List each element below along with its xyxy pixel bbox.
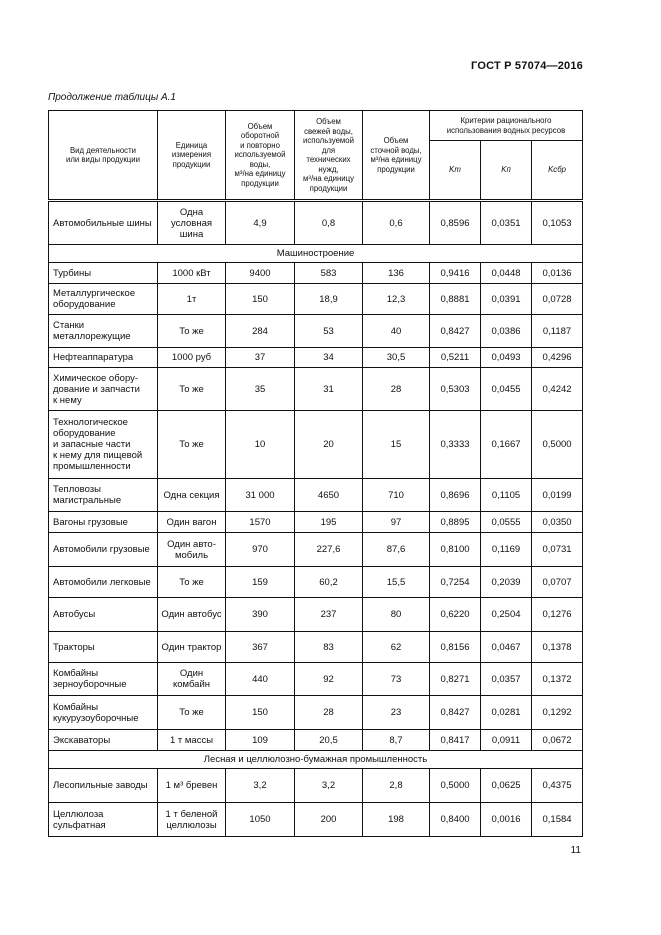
row-kt: 0,8596 — [430, 201, 481, 245]
row-fresh: 583 — [295, 263, 363, 284]
row-kt: 0,8427 — [430, 315, 481, 348]
row-ksbr: 0,0728 — [532, 284, 583, 315]
header-criteria: Критерии рационального использования водных ресурсов — [430, 111, 583, 141]
row-kp: 0,0625 — [481, 769, 532, 803]
row-recycled: 35 — [226, 368, 295, 411]
table-row — [49, 730, 583, 751]
row-waste: 87,6 — [363, 533, 430, 567]
row-fresh: 227,6 — [295, 533, 363, 567]
row-recycled: 1570 — [226, 512, 295, 533]
row-kp: 0,0448 — [481, 263, 532, 284]
row-ksbr: 0,1276 — [532, 598, 583, 632]
table-row — [49, 411, 583, 479]
row-activity: Целлюлоза сульфатная — [49, 803, 158, 837]
row-recycled: 4,9 — [226, 201, 295, 245]
table-continuation-caption: Продолжение таблицы А.1 — [48, 92, 176, 103]
table-row — [49, 512, 583, 533]
section-forest — [49, 751, 583, 769]
row-recycled: 284 — [226, 315, 295, 348]
row-activity: Металлургическое оборудование — [49, 284, 158, 315]
row-fresh: 20 — [295, 411, 363, 479]
row-kp: 0,0467 — [481, 632, 532, 663]
row-activity: Автомобильные шины — [49, 201, 158, 245]
row-activity: Станки металлорежущие — [49, 315, 158, 348]
row-fresh: 53 — [295, 315, 363, 348]
row-kp: 0,0281 — [481, 696, 532, 730]
table-row — [49, 769, 583, 803]
row-unit: То же — [158, 696, 226, 730]
row-unit: 1 м³ бревен — [158, 769, 226, 803]
row-unit: То же — [158, 315, 226, 348]
table-row — [49, 368, 583, 411]
row-kt: 0,5000 — [430, 769, 481, 803]
row-unit: То же — [158, 368, 226, 411]
section-title-machinery: Машиностроение — [49, 245, 583, 263]
section-title-forest: Лесная и целлюлозно-бумажная промышленность — [49, 751, 583, 769]
row-waste: 62 — [363, 632, 430, 663]
row-recycled: 109 — [226, 730, 295, 751]
row-kp: 0,1667 — [481, 411, 532, 479]
row-activity: Химическое обору- дование и запчасти к нему — [49, 368, 158, 411]
row-recycled: 390 — [226, 598, 295, 632]
header-coef-kt: Kт — [430, 141, 481, 201]
row-activity: Технологическое оборудование и запасные части к нему для пищевой промышленности — [49, 411, 158, 479]
row-waste: 40 — [363, 315, 430, 348]
row-activity: Комбайны кукурузоуборочные — [49, 696, 158, 730]
table-body-machinery — [49, 263, 583, 751]
row-recycled: 440 — [226, 663, 295, 696]
row-unit: 1 т массы — [158, 730, 226, 751]
row-recycled: 150 — [226, 696, 295, 730]
row-fresh: 200 — [295, 803, 363, 837]
row-waste: 136 — [363, 263, 430, 284]
row-activity: Экскаваторы — [49, 730, 158, 751]
row-activity: Вагоны грузовые — [49, 512, 158, 533]
table-row — [49, 263, 583, 284]
row-unit: Один трактор — [158, 632, 226, 663]
row-waste: 8,7 — [363, 730, 430, 751]
row-ksbr: 0,1053 — [532, 201, 583, 245]
row-unit: 1 т беленой целлюлозы — [158, 803, 226, 837]
header-activity: Вид деятельности или виды продукции — [49, 111, 158, 201]
row-ksbr: 0,5000 — [532, 411, 583, 479]
row-fresh: 20,5 — [295, 730, 363, 751]
row-unit: То же — [158, 411, 226, 479]
row-unit: 1т — [158, 284, 226, 315]
row-fresh: 4650 — [295, 479, 363, 512]
row-ksbr: 0,0731 — [532, 533, 583, 567]
row-waste: 23 — [363, 696, 430, 730]
row-kt: 0,8696 — [430, 479, 481, 512]
row-kp: 0,0555 — [481, 512, 532, 533]
row-recycled: 159 — [226, 567, 295, 598]
row-waste: 15,5 — [363, 567, 430, 598]
row-kt: 0,9416 — [430, 263, 481, 284]
row-kp: 0,2504 — [481, 598, 532, 632]
row-fresh: 18,9 — [295, 284, 363, 315]
row-waste: 710 — [363, 479, 430, 512]
row-waste: 28 — [363, 368, 430, 411]
row-kt: 0,5211 — [430, 348, 481, 368]
table-row — [49, 803, 583, 837]
header-unit: Единица измерения продукции — [158, 111, 226, 201]
row-kt: 0,8417 — [430, 730, 481, 751]
row-kp: 0,0016 — [481, 803, 532, 837]
section-machinery — [49, 245, 583, 263]
row-waste: 0,6 — [363, 201, 430, 245]
row-ksbr: 0,1292 — [532, 696, 583, 730]
row-activity: Комбайны зерноуборочные — [49, 663, 158, 696]
row-kt: 0,8156 — [430, 632, 481, 663]
table-row — [49, 479, 583, 512]
row-ksbr: 0,1378 — [532, 632, 583, 663]
row-ksbr: 0,0707 — [532, 567, 583, 598]
row-fresh: 34 — [295, 348, 363, 368]
row-ksbr: 0,4296 — [532, 348, 583, 368]
row-ksbr: 0,4375 — [532, 769, 583, 803]
row-kp: 0,0391 — [481, 284, 532, 315]
row-kt: 0,8427 — [430, 696, 481, 730]
row-activity: Автомобили грузовые — [49, 533, 158, 567]
row-waste: 80 — [363, 598, 430, 632]
row-ksbr: 0,0136 — [532, 263, 583, 284]
row-waste: 2,8 — [363, 769, 430, 803]
row-unit: Один комбайн — [158, 663, 226, 696]
table-row — [49, 348, 583, 368]
row-kp: 0,0455 — [481, 368, 532, 411]
table-row — [49, 201, 583, 245]
row-ksbr: 0,0672 — [532, 730, 583, 751]
row-waste: 73 — [363, 663, 430, 696]
row-fresh: 92 — [295, 663, 363, 696]
table-row — [49, 696, 583, 730]
table-row — [49, 663, 583, 696]
row-waste: 97 — [363, 512, 430, 533]
row-waste: 15 — [363, 411, 430, 479]
row-recycled: 10 — [226, 411, 295, 479]
row-activity: Тракторы — [49, 632, 158, 663]
row-recycled: 31 000 — [226, 479, 295, 512]
row-ksbr: 0,1584 — [532, 803, 583, 837]
row-ksbr: 0,0199 — [532, 479, 583, 512]
row-activity: Тепловозы магистральные — [49, 479, 158, 512]
table-row — [49, 533, 583, 567]
row-recycled: 3,2 — [226, 769, 295, 803]
water-use-table — [48, 110, 583, 837]
row-recycled: 37 — [226, 348, 295, 368]
row-kp: 0,0493 — [481, 348, 532, 368]
document-code: ГОСТ Р 57074—2016 — [471, 60, 583, 72]
row-kp: 0,0351 — [481, 201, 532, 245]
row-kp: 0,1105 — [481, 479, 532, 512]
row-waste: 198 — [363, 803, 430, 837]
table-row — [49, 567, 583, 598]
row-kt: 0,5303 — [430, 368, 481, 411]
row-fresh: 31 — [295, 368, 363, 411]
row-fresh: 60,2 — [295, 567, 363, 598]
row-unit: Один автобус — [158, 598, 226, 632]
row-waste: 12,3 — [363, 284, 430, 315]
row-ksbr: 0,4242 — [532, 368, 583, 411]
row-kp: 0,0357 — [481, 663, 532, 696]
row-activity: Нефтеаппаратура — [49, 348, 158, 368]
row-kt: 0,7254 — [430, 567, 481, 598]
row-fresh: 0,8 — [295, 201, 363, 245]
row-kt: 0,8400 — [430, 803, 481, 837]
row-kt: 0,8100 — [430, 533, 481, 567]
row-recycled: 1050 — [226, 803, 295, 837]
row-unit: То же — [158, 567, 226, 598]
row-unit: Одна секция — [158, 479, 226, 512]
header-fresh-water: Объем свежей воды, используемой для технических нужд, м³/на единицу продукции — [295, 111, 363, 201]
row-fresh: 3,2 — [295, 769, 363, 803]
row-unit: Один вагон — [158, 512, 226, 533]
row-kp: 0,0911 — [481, 730, 532, 751]
row-unit: 1000 руб — [158, 348, 226, 368]
row-kt: 0,6220 — [430, 598, 481, 632]
header-waste-water: Объем сточной воды, м³/на единицу продукции — [363, 111, 430, 201]
table-row — [49, 315, 583, 348]
row-kt: 0,8881 — [430, 284, 481, 315]
row-unit: 1000 кВт — [158, 263, 226, 284]
row-ksbr: 0,0350 — [532, 512, 583, 533]
row-recycled: 367 — [226, 632, 295, 663]
row-activity: Автобусы — [49, 598, 158, 632]
row-unit: Один авто- мобиль — [158, 533, 226, 567]
row-fresh: 195 — [295, 512, 363, 533]
row-fresh: 237 — [295, 598, 363, 632]
row-fresh: 83 — [295, 632, 363, 663]
row-activity: Лесопильные заводы — [49, 769, 158, 803]
page-number: 11 — [570, 845, 581, 856]
row-kp: 0,0386 — [481, 315, 532, 348]
row-kt: 0,3333 — [430, 411, 481, 479]
header-recycled-water: Объем оборотной и повторно используемой воды, м³/на единицу продукции — [226, 111, 295, 201]
table-body-forest — [49, 769, 583, 837]
row-recycled: 150 — [226, 284, 295, 315]
row-waste: 30,5 — [363, 348, 430, 368]
header-coef-kp: Kп — [481, 141, 532, 201]
table-row — [49, 632, 583, 663]
row-recycled: 9400 — [226, 263, 295, 284]
row-kt: 0,8271 — [430, 663, 481, 696]
table-row — [49, 284, 583, 315]
table-row — [49, 598, 583, 632]
table-body-top — [49, 201, 583, 245]
row-kp: 0,2039 — [481, 567, 532, 598]
row-activity: Автомобили легковые — [49, 567, 158, 598]
row-ksbr: 0,1372 — [532, 663, 583, 696]
row-kt: 0,8895 — [430, 512, 481, 533]
row-ksbr: 0,1187 — [532, 315, 583, 348]
header-coef-ksbr: Kсбр — [532, 141, 583, 201]
row-fresh: 28 — [295, 696, 363, 730]
row-unit: Одна условная шина — [158, 201, 226, 245]
row-recycled: 970 — [226, 533, 295, 567]
row-activity: Турбины — [49, 263, 158, 284]
row-kp: 0,1169 — [481, 533, 532, 567]
